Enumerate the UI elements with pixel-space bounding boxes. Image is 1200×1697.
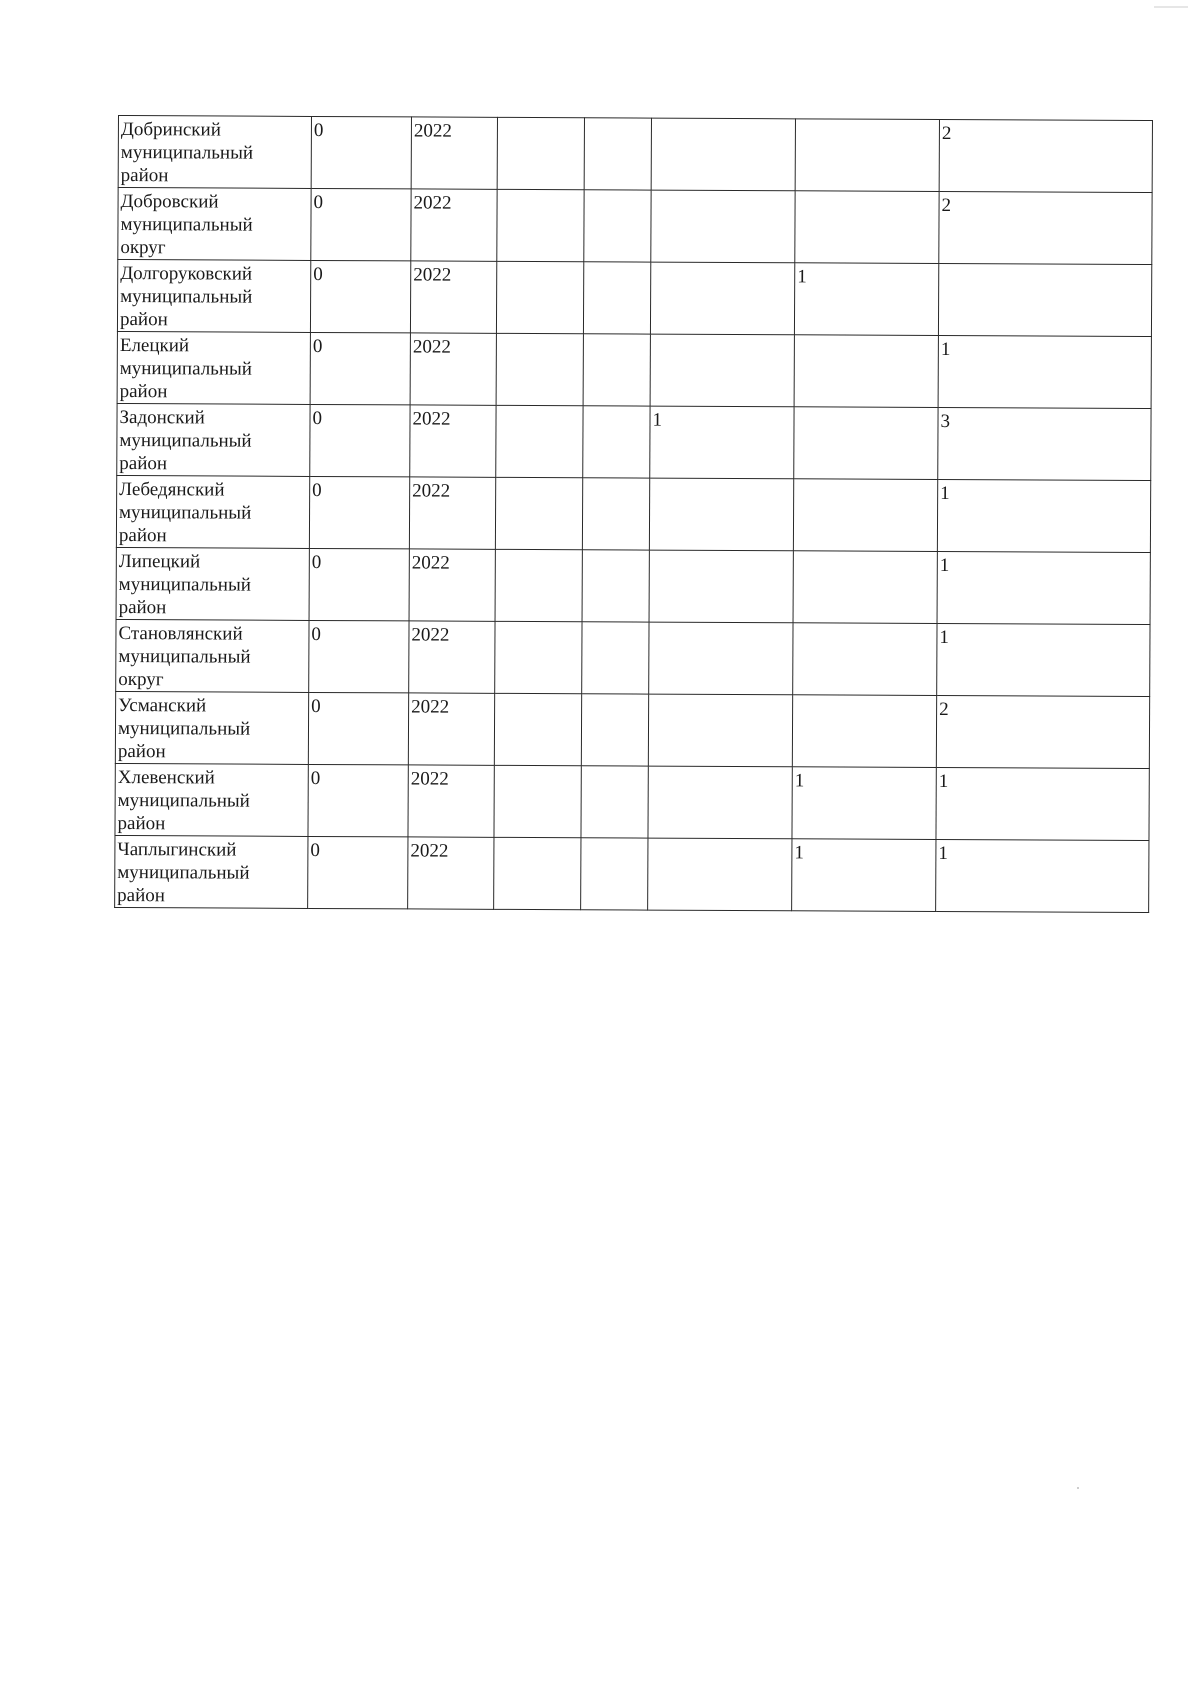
table-cell-col-7 (793, 623, 937, 696)
table-cell-col-5 (581, 838, 648, 910)
table-cell-col-5 (581, 766, 648, 838)
table-cell-col-5 (581, 694, 648, 766)
scan-speck (1077, 1487, 1079, 1489)
table-cell-col-4 (496, 261, 583, 333)
table-cell-col-2: 0 (311, 188, 411, 260)
table-cell-col-6 (648, 838, 792, 911)
table-cell-col-2: 0 (308, 764, 408, 836)
table-row (115, 835, 1149, 912)
table-row (116, 619, 1150, 696)
table-cell-col-5 (583, 262, 650, 334)
table-cell-col-7: 1 (792, 839, 936, 912)
municipality-name-cell: Липецкий муниципальный район (116, 547, 309, 620)
table-cell-col-8: 1 (938, 336, 1151, 409)
table-row (116, 475, 1150, 552)
municipality-name-cell: Хлевенский муниципальный район (115, 763, 308, 836)
table-cell-col-6 (650, 262, 794, 335)
municipality-name-cell: Лебедянский муниципальный район (116, 475, 309, 548)
table-cell-col-4 (495, 549, 582, 621)
table-cell-col-8: 2 (939, 120, 1152, 193)
table-cell-col-3: 2022 (409, 621, 495, 693)
municipality-name-cell: Долгоруковский муниципальный район (117, 260, 310, 333)
scan-corner-mark (1154, 6, 1188, 8)
table-cell-col-6: 1 (650, 406, 794, 479)
table-cell-col-7: 1 (792, 767, 936, 840)
table-cell-col-8: 3 (938, 408, 1151, 481)
table-cell-col-6 (649, 478, 793, 551)
table-cell-col-3: 2022 (410, 405, 496, 477)
table-cell-col-5 (582, 622, 649, 694)
table-cell-col-5 (583, 334, 650, 406)
table-cell-col-3: 2022 (410, 261, 496, 333)
table-cell-col-8: 1 (937, 624, 1150, 697)
table-cell-col-7 (794, 335, 938, 408)
table-cell-col-5 (582, 550, 649, 622)
municipality-name-cell: Елецкий муниципальный район (117, 331, 310, 404)
municipality-name-cell: Добринский муниципальный район (118, 116, 311, 189)
table-cell-col-2: 0 (309, 620, 409, 692)
table-cell-col-5 (583, 406, 650, 478)
data-table (114, 115, 1153, 913)
table-cell-col-2: 0 (311, 116, 411, 188)
table-cell-col-2: 0 (308, 692, 408, 764)
table-cell-col-7: 1 (794, 263, 938, 336)
table-cell-col-3: 2022 (411, 189, 497, 261)
table-cell-col-2: 0 (310, 404, 410, 476)
table-row (117, 260, 1151, 337)
table-row (115, 691, 1149, 768)
table-cell-col-5 (584, 190, 651, 262)
table-cell-col-6 (650, 334, 794, 407)
municipality-name-cell: Добровский муниципальный округ (118, 188, 311, 261)
table-cell-col-4 (494, 837, 581, 909)
table-cell-col-4 (494, 765, 581, 837)
table-cell-col-2: 0 (308, 836, 408, 908)
table-body (115, 116, 1153, 913)
table-row (115, 763, 1149, 840)
table-cell-col-6 (648, 766, 792, 839)
table-cell-col-6 (649, 550, 793, 623)
table-cell-col-3: 2022 (409, 477, 495, 549)
table-cell-col-6 (651, 190, 795, 263)
municipality-name-cell: Усманский муниципальный район (115, 691, 308, 764)
table-cell-col-8: 1 (936, 840, 1149, 913)
table-cell-col-2: 0 (309, 548, 409, 620)
table-cell-col-8 (938, 264, 1151, 337)
municipality-name-cell: Чаплыгинский муниципальный район (115, 835, 308, 908)
table-cell-col-7 (792, 695, 936, 768)
table-cell-col-3: 2022 (411, 117, 497, 189)
table-cell-col-3: 2022 (408, 765, 494, 837)
table-cell-col-7 (794, 407, 938, 480)
table-cell-col-5 (582, 478, 649, 550)
table-cell-col-4 (496, 333, 583, 405)
table-row (117, 403, 1151, 480)
table-cell-col-7 (795, 191, 939, 264)
table-cell-col-7 (793, 479, 937, 552)
table-cell-col-7 (795, 119, 939, 192)
municipality-name-cell: Задонский муниципальный район (117, 403, 310, 476)
table-cell-col-2: 0 (310, 332, 410, 404)
table-cell-col-8: 1 (937, 552, 1150, 625)
table-row (118, 116, 1152, 193)
table-cell-col-6 (649, 622, 793, 695)
table-cell-col-3: 2022 (408, 693, 494, 765)
table-cell-col-8: 2 (939, 192, 1152, 265)
table-row (118, 188, 1152, 265)
table-cell-col-8: 2 (936, 696, 1149, 769)
table-cell-col-8: 1 (937, 480, 1150, 553)
table-cell-col-4 (494, 693, 581, 765)
table-cell-col-2: 0 (309, 476, 409, 548)
table-cell-col-3: 2022 (410, 333, 496, 405)
table-cell-col-3: 2022 (408, 837, 494, 909)
table-cell-col-4 (497, 189, 584, 261)
table-row (117, 331, 1151, 408)
table-cell-col-6 (648, 694, 792, 767)
table-cell-col-8: 1 (936, 768, 1149, 841)
table-cell-col-4 (497, 117, 584, 189)
table-cell-col-3: 2022 (409, 549, 495, 621)
table-cell-col-2: 0 (310, 260, 410, 332)
table-cell-col-4 (495, 477, 582, 549)
table-row (116, 547, 1150, 624)
table-cell-col-7 (793, 551, 937, 624)
table-cell-col-4 (495, 621, 582, 693)
table-cell-col-6 (651, 118, 795, 191)
municipality-name-cell: Становлянский муниципальный округ (116, 619, 309, 692)
table-cell-col-5 (584, 118, 651, 190)
table-cell-col-4 (496, 405, 583, 477)
